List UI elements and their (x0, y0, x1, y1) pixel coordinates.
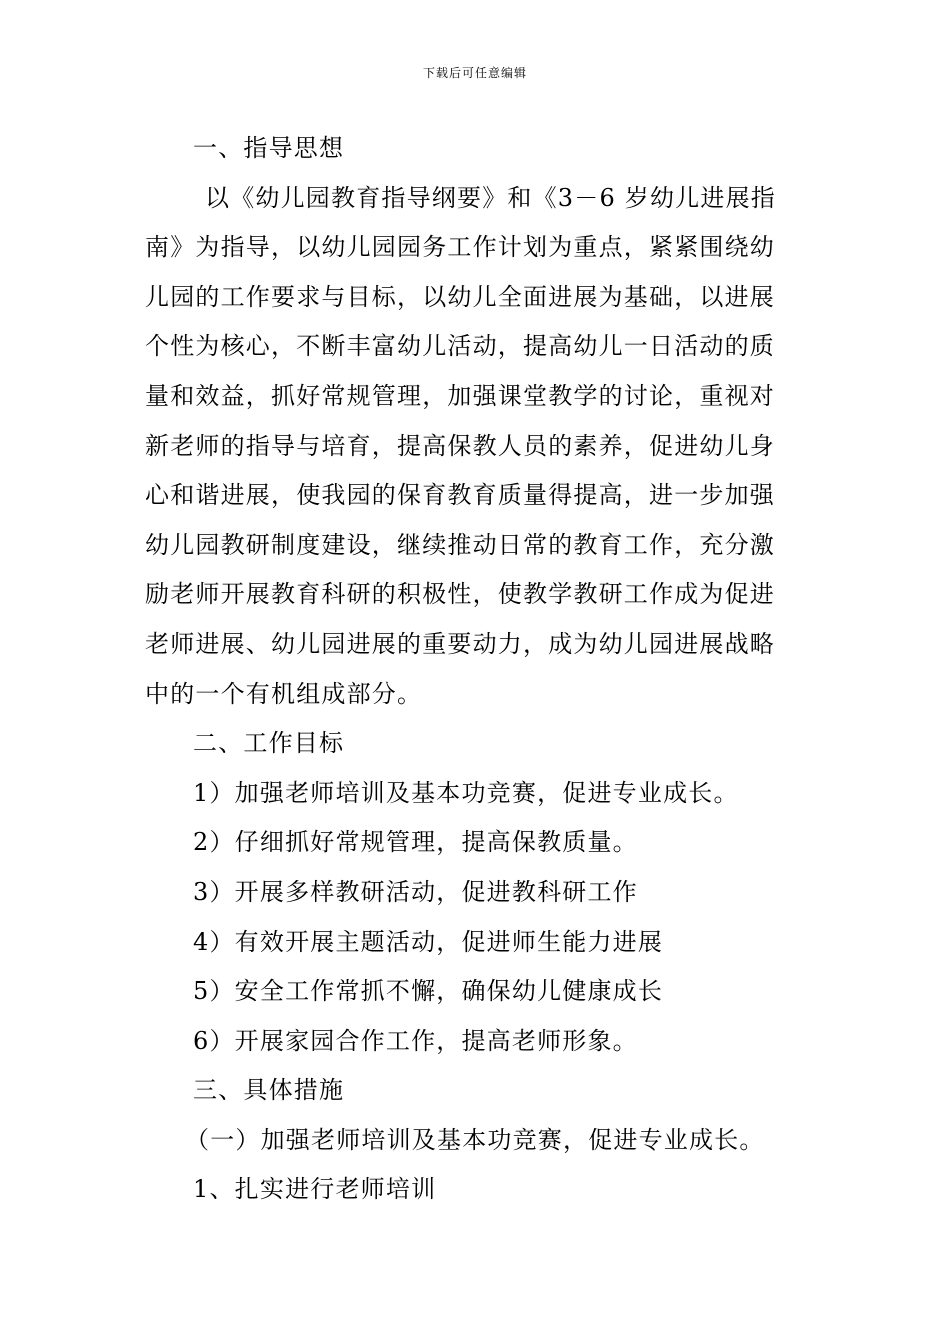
section-heading-measures: 三、具体措施 (193, 1076, 345, 1105)
paragraph-line: 励老师开展教育科研的积极性，使教学教研工作成为促进 (145, 580, 775, 609)
goal-item: 6）开展家园合作工作，提高老师形象。 (193, 1026, 638, 1055)
goal-item: 2）仔细抓好常规管理，提高保教质量。 (193, 828, 638, 857)
section-heading-guiding-thought: 一、指导思想 (193, 134, 345, 162)
paragraph-line: 南》为指导，以幼儿园园务工作计划为重点，紧紧围绕幼 (145, 233, 775, 262)
document-body (145, 124, 815, 1215)
paragraph-line: 新老师的指导与培育，提高保教人员的素养，促进幼儿身 (145, 431, 775, 460)
paragraph-line: 个性为核心，不断丰富幼儿活动，提高幼儿一日活动的质 (145, 332, 775, 361)
goal-item: 3）开展多样教研活动，促进教科研工作 (193, 877, 638, 906)
paragraph-line: 幼儿园教研制度建设，继续推动日常的教育工作，充分激 (145, 530, 775, 559)
section-heading-work-goals: 二、工作目标 (193, 729, 345, 758)
goal-item: 1）加强老师培训及基本功竞赛，促进专业成长。 (193, 778, 739, 807)
paragraph-line: 心和谐进展，使我园的保育教育质量得提高，进一步加强 (145, 481, 775, 510)
paragraph-line: 儿园的工作要求与目标，以幼儿全面进展为基础，以进展 (145, 282, 775, 311)
measure-item: 1、扎实进行老师培训 (193, 1175, 437, 1204)
paragraph-line: 中的一个有机组成部分。 (145, 679, 423, 708)
paragraph-line: 老师进展、幼儿园进展的重要动力，成为幼儿园进展战略 (145, 629, 775, 658)
goal-item: 4）有效开展主题活动，促进师生能力进展 (193, 927, 664, 956)
page-header-note: 下载后可任意编辑 (422, 66, 527, 80)
paragraph-line: 量和效益，抓好常规管理，加强课堂教学的讨论，重视对 (145, 381, 775, 410)
sub-heading: （一）加强老师培训及基本功竞赛，促进专业成长。 (185, 1125, 765, 1154)
paragraph-line: 以《幼儿园教育指导纲要》和《3－6 岁幼儿进展指 (205, 183, 776, 212)
goal-item: 5）安全工作常抓不懈，确保幼儿健康成长 (193, 977, 664, 1006)
